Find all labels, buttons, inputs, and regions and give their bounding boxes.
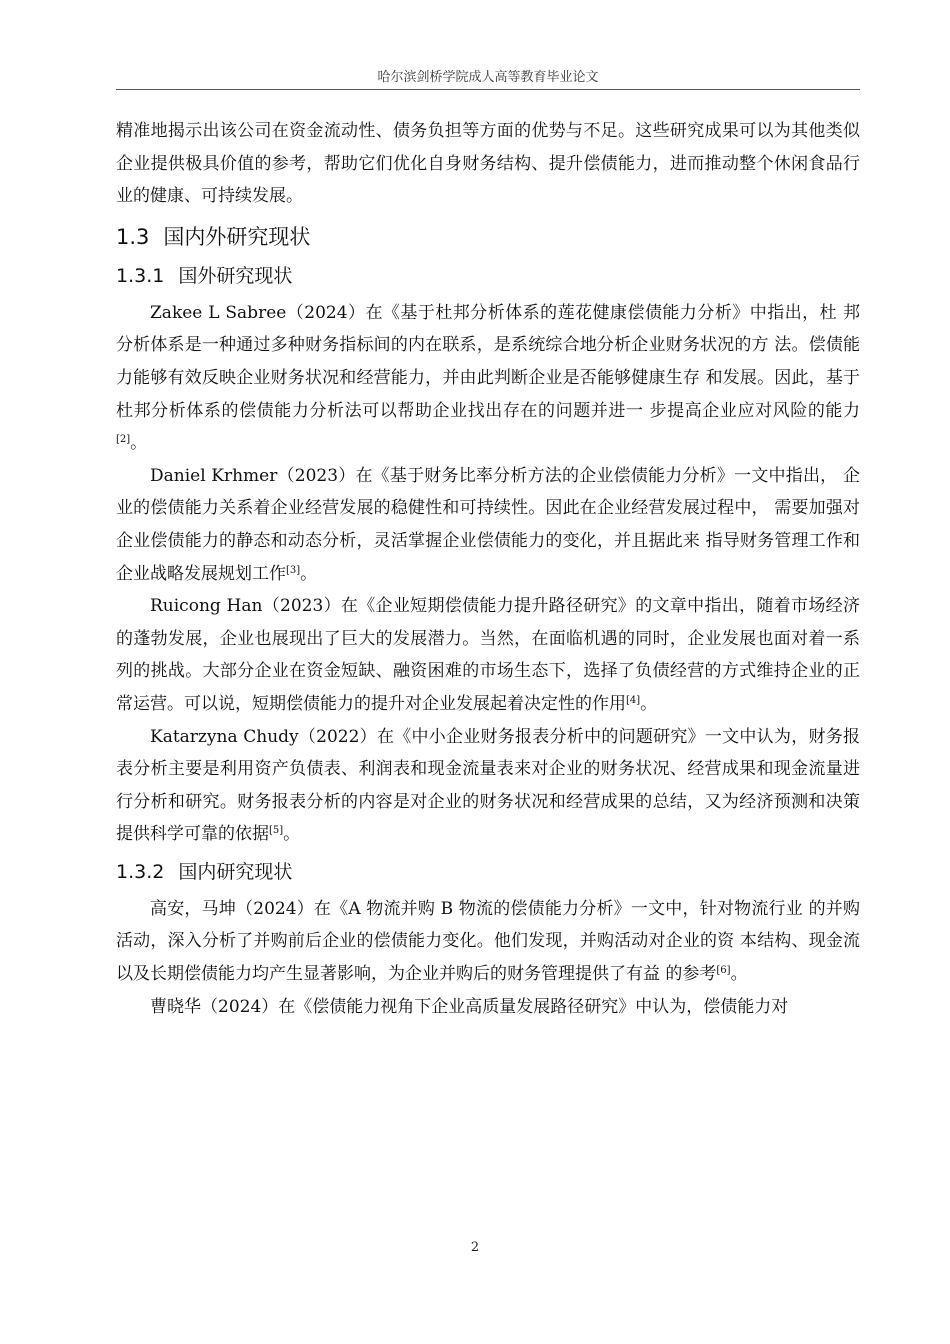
- subsection-heading-1-3-2: [116, 857, 860, 887]
- header-divider: [116, 89, 860, 90]
- body-paragraph: Daniel Krhmer（2023）在《基于财务比率分析方法的企业偿债能力分析》一文中指出， 企业的偿债能力关系着企业经营发展的稳健性和可持续性。因此在企业经营发展过程中， 需要加强对企业偿债能力的静态和动态分析，灵活掌握企业偿债能力的变化，并且据此来 指导财务管理工作和企业战略发展规划工作[3]。: [116, 465, 860, 584]
- citation-ref: [4]: [626, 694, 641, 706]
- body-paragraph: 曹晓华（2024）在《偿债能力视角下企业高质量发展路径研究》中认为，偿债能力对: [150, 996, 789, 1017]
- section-title: 国内外研究现状: [163, 224, 311, 249]
- subsection-number: 1.3.1: [116, 264, 165, 287]
- subsection-heading-1-3-1: [116, 261, 860, 291]
- subsection-title: 国外研究现状: [178, 264, 293, 287]
- subsection-title: 国内研究现状: [178, 860, 293, 883]
- subsection-number: 1.3.2: [116, 860, 165, 883]
- page-body: [116, 115, 860, 1023]
- section-heading-1-3: [116, 221, 860, 253]
- citation-ref: [6]: [716, 965, 731, 977]
- body-paragraph: Ruicong Han（2023）在《企业短期偿债能力提升路径研究》的文章中指出，随着市场经济的蓬勃发展，企业也展现出了巨大的发展潜力。当然，在面临机遇的同时，企业发展也面对着一系列的挑战。大部分企业在资金短缺、融资困难的市场生态下，选择了负债经营的方式维持企业的正常运营。可以说，短期偿债能力的提升对企业发展起着决定性的作用[4]。: [116, 596, 860, 714]
- citation-ref: [5]: [269, 825, 284, 837]
- running-header: 哈尔滨剑桥学院成人高等教育毕业论文: [377, 70, 599, 85]
- citation-ref: [2]: [116, 434, 131, 446]
- body-paragraph: Katarzyna Chudy（2022）在《中小企业财务报表分析中的问题研究》一文中认为，财务报表分析主要是利用资产负债表、利润表和现金流量表来对企业的财务状况、经营成果和现金流量进行分析和研究。财务报表分析的内容是对企业的财务状况和经营成果的总结，又为经济预测和决策提供科学可靠的依据[5]。: [116, 726, 860, 845]
- body-paragraph: Zakee L Sabree（2024）在《基于杜邦分析体系的莲花健康偿债能力分析》中指出，杜 邦分析体系是一种通过多种财务指标间的内在联系，是系统综合地分析企业财务状况的方 法。偿债能力能够有效反映企业财务状况和经营能力，并由此判断企业是否能够健康生存 和发展。因此，基于杜邦分析体系的偿债能力分析法可以帮助企业找出存在的问题并进一 步提高企业应对风险的能力[2]。: [116, 302, 860, 454]
- page-number: 2: [470, 1240, 480, 1255]
- body-paragraph: 高安，马坤（2024）在《A 物流并购 B 物流的偿债能力分析》一文中，针对物流行业 的并购活动，深入分析了并购前后企业的偿债能力变化。他们发现，并购活动对企业的资 本结构、现金流以及长期偿债能力均产生显著影响，为企业并购后的财务管理提供了有益 的参考[6]。: [116, 898, 860, 985]
- citation-ref: [3]: [286, 564, 301, 576]
- section-number: 1.3: [116, 224, 150, 249]
- intro-paragraph: 精准地揭示出该公司在资金流动性、债务负担等方面的优势与不足。这些研究成果可以为其他类似企业提供极具价值的参考，帮助它们优化自身财务结构、提升偿债能力，进而推动整个休闲食品行业的健康、可持续发展。: [116, 121, 860, 207]
